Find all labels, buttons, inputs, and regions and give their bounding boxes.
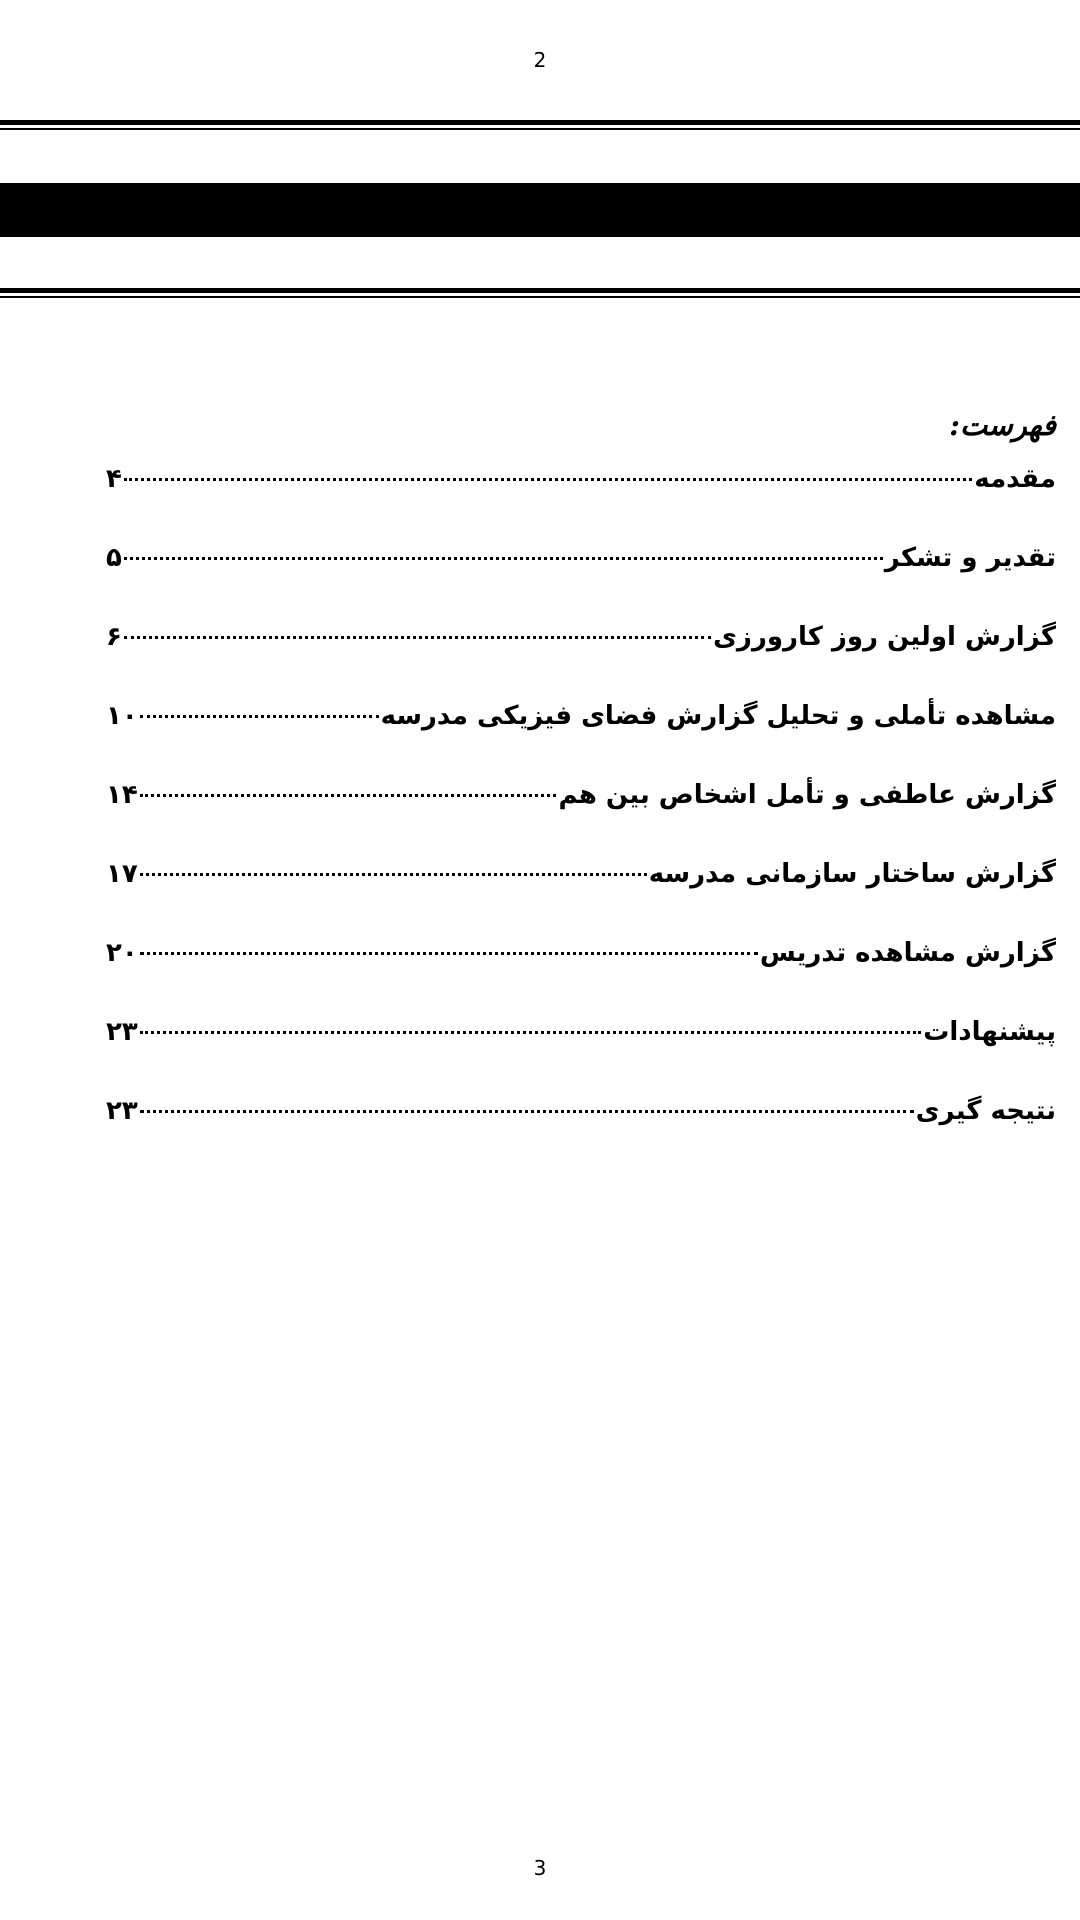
- toc-dot-leader: [140, 715, 379, 718]
- toc-item-page: ۴: [106, 464, 122, 494]
- toc-dot-leader: [140, 952, 758, 955]
- toc-item[interactable]: [100, 622, 1056, 701]
- toc-item-page: ۲۰: [106, 938, 138, 968]
- rule-thin-line: [0, 128, 1080, 130]
- toc-item-title: تقدیر و تشکر: [884, 543, 1056, 573]
- toc-dot-leader: [140, 1031, 921, 1034]
- toc-item[interactable]: [100, 780, 1056, 859]
- toc-item-title: گزارش مشاهده تدریس: [759, 938, 1056, 968]
- toc-heading: فهرست:: [949, 408, 1056, 442]
- toc-item-title: گزارش اولین روز کارورزی: [713, 622, 1056, 652]
- toc-dot-leader: [140, 1110, 914, 1113]
- toc-item-title: گزارش ساختار سازمانی مدرسه: [648, 859, 1056, 889]
- toc-item[interactable]: [100, 701, 1056, 780]
- toc-item-page: ۲۳: [106, 1017, 138, 1047]
- table-of-contents: [100, 400, 1056, 1175]
- toc-item[interactable]: [100, 543, 1056, 622]
- toc-item-title: مقدمه: [974, 464, 1056, 494]
- toc-item-page: ۶: [106, 622, 122, 652]
- header-rule-upper: [0, 120, 1080, 130]
- toc-item[interactable]: [100, 938, 1056, 1017]
- rule-thick-line: [0, 120, 1080, 125]
- toc-item-title: گزارش عاطفی و تأمل اشخاص بین هم: [558, 780, 1056, 810]
- header-rule-lower: [0, 288, 1080, 298]
- header-black-band: [0, 183, 1080, 237]
- toc-item[interactable]: [100, 859, 1056, 938]
- toc-item[interactable]: [100, 464, 1056, 543]
- toc-dot-leader: [140, 794, 557, 797]
- toc-dot-leader: [124, 636, 711, 639]
- toc-dot-leader: [124, 557, 883, 560]
- page-number-bottom: 3: [533, 1856, 547, 1880]
- page-number-top: 2: [533, 48, 547, 72]
- toc-item-page: ۱۷: [106, 859, 138, 889]
- toc-list: [100, 464, 1056, 1175]
- toc-item-page: ۱۰: [106, 701, 138, 731]
- toc-item-title: پیشنهادات: [923, 1017, 1056, 1047]
- toc-dot-leader: [124, 478, 972, 481]
- toc-item[interactable]: [100, 1017, 1056, 1096]
- toc-item-page: ۲۳: [106, 1096, 138, 1126]
- toc-item[interactable]: [100, 1096, 1056, 1175]
- rule-thick-line: [0, 288, 1080, 293]
- toc-dot-leader: [140, 873, 647, 876]
- rule-thin-line: [0, 296, 1080, 298]
- toc-item-title: نتیجه گیری: [915, 1096, 1056, 1126]
- toc-item-page: ۵: [106, 543, 122, 573]
- toc-item-title: مشاهده تأملی و تحلیل گزارش فضای فیزیکی مدرسه: [380, 701, 1056, 731]
- toc-item-page: ۱۴: [106, 780, 138, 810]
